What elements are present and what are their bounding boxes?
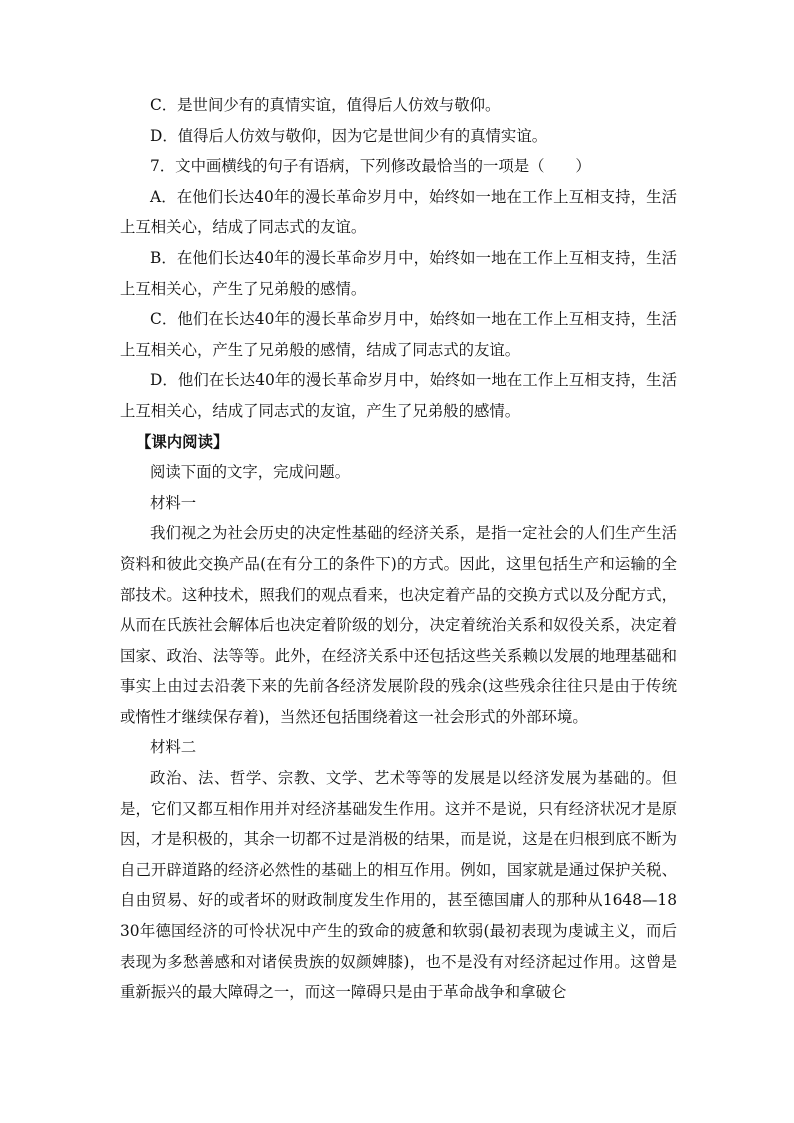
question-7-option-a: A．在他们长达40年的漫长革命岁月中，始终如一地在工作上互相支持，生活上互相关心，结成了同志式的友谊。 [120, 187, 677, 237]
question-7-option-d: D．他们在长达40年的漫长革命岁月中，始终如一地在工作上互相支持，生活上互相关心，结成了同志式的友谊，产生了兄弟般的感情。 [120, 371, 677, 420]
option-d-text: D．值得后人仿效与敬仰，因为它是世间少有的真情实谊。 [150, 126, 548, 145]
material-1-label: 材料一 [150, 493, 197, 512]
document-body [120, 90, 677, 1008]
reading-instruction: 阅读下面的文字，完成问题。 [150, 463, 351, 482]
question-7-option-c: C．他们在长达40年的漫长革命岁月中，始终如一地在工作上互相支持，生活上互相关心，产生了兄弟般的感情，结成了同志式的友谊。 [120, 310, 677, 359]
material-2-label: 材料二 [150, 738, 197, 757]
material-1-text: 我们视之为社会历史的决定性基础的经济关系，是指一定社会的人们生产生活资料和彼此交换产品(在有分工的条件下)的方式。因此，这里包括生产和运输的全部技术。这种技术，照我们的观点看来，也决定着产品的交换方式以及分配方式，从而在氏族社会解体后也决定着阶级的划分，决定着统治关系和奴役关系，决定着国家、政治、法等等。此外，在经济关系中还包括这些关系赖以发展的地理基础和事实上由过去沿袭下来的先前各经济发展阶段的残余(这些残余往往只是由于传统或惰性才继续保存着)，当然还包括围绕着这一社会形式的外部环境。 [120, 524, 677, 726]
question-7-option-b: B．在他们长达40年的漫长革命岁月中，始终如一地在工作上互相支持，生活上互相关心，产生了兄弟般的感情。 [120, 248, 677, 298]
section-heading: 【课内阅读】 [136, 432, 229, 451]
material-2-text: 政治、法、哲学、宗教、文学、艺术等等的发展是以经济发展为基础的。但是，它们又都互相作用并对经济基础发生作用。这并不是说，只有经济状况才是原因，才是积极的，其余一切都不过是消极的结果，而是说，这是在归根到底不断为自己开辟道路的经济必然性的基础上的相互作用。例如，国家就是通过保护关税、自由贸易、好的或者坏的财政制度发生作用的，甚至德国庸人的那种从1648—1830年德国经济的可怜状况中产生的致命的疲惫和软弱(最初表现为虔诚主义，而后表现为多愁善感和对诸侯贵族的奴颜婢膝)，也不是没有对经济起过作用。这曾是重新振兴的最大障碍之一，而这一障碍只是由于革命战争和拿破仑 [120, 769, 677, 1002]
option-c-text: C．是世间少有的真情实谊，值得后人仿效与敬仰。 [150, 96, 501, 114]
question-7: 7．文中画横线的句子有语病，下列修改最恰当的一项是（ ） [150, 157, 591, 176]
